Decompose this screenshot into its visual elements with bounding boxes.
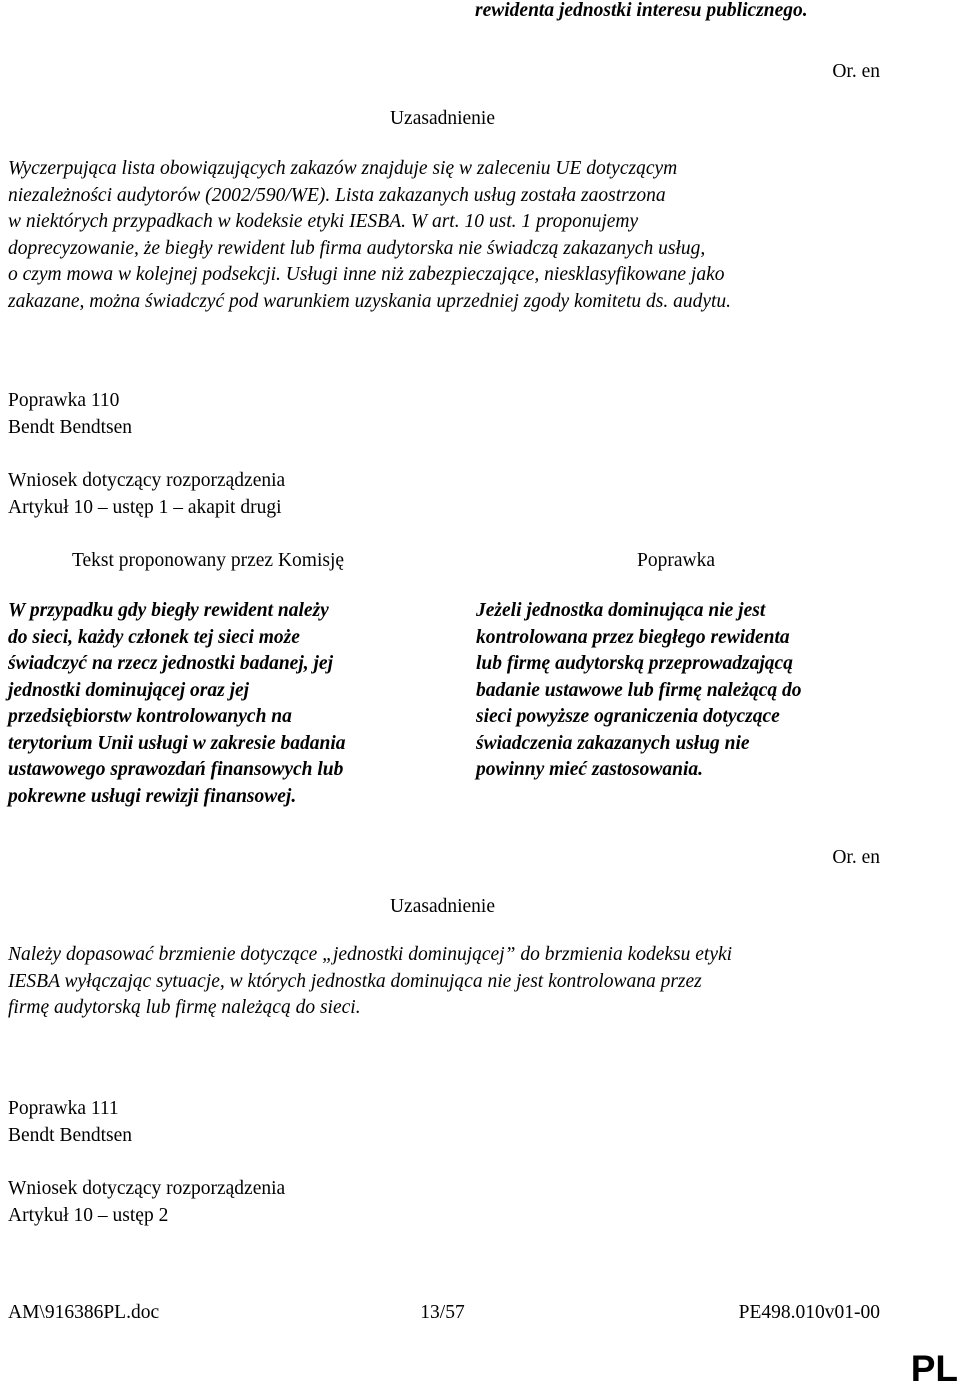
amendment-text <box>476 598 916 784</box>
amendment-title: Poprawka 111 <box>8 1098 119 1119</box>
text-line: jednostki dominującej oraz jej <box>8 679 250 701</box>
text-line: firmę audytorską lub firmę należącą do sieci. <box>8 997 361 1018</box>
commission-text-header: Tekst proponowany przez Komisję <box>71 550 345 571</box>
text-line: pokrewne usługi rewizji finansowej. <box>8 785 297 807</box>
text-line: Wyczerpująca lista obowiązujących zakazów znajduje się w zaleceniu UE dotyczącym <box>8 158 678 179</box>
text-line: W przypadku gdy biegły rewident należy <box>8 600 329 621</box>
justification-heading: Uzasadnienie <box>389 896 496 917</box>
text-line: przedsiębiorstw kontrolowanych na <box>8 706 292 727</box>
language-code: PL <box>910 1348 958 1389</box>
justification-text <box>8 156 908 315</box>
amendment-header: Poprawka <box>637 550 715 571</box>
text-line: o czym mowa w kolejnej podsekcji. Usługi inne niż zabezpieczające, niesklasyfikowane jako <box>8 264 725 285</box>
text-line: niezależności audytorów (2002/590/WE). Lista zakazanych usług została zaostrzona <box>8 184 666 206</box>
text-line: lub firmę audytorską przeprowadzającą <box>476 653 793 674</box>
text-line: sieci powyższe ograniczenia dotyczące <box>476 706 780 727</box>
text-line: zakazane, można świadczyć pod warunkiem uzyskania uprzedniej zgody komitetu ds. audytu. <box>8 290 732 312</box>
continued-text: rewidenta jednostki interesu publicznego. <box>475 0 808 21</box>
text-line: świadczyć na rzecz jednostki badanej, jej <box>8 653 333 674</box>
amendment-author: Bendt Bendtsen <box>8 1125 133 1146</box>
proposal-label: Wniosek dotyczący rozporządzenia <box>8 470 286 491</box>
original-language-label: Or. en <box>832 61 880 82</box>
footer-page-number: 13/57 <box>420 1302 465 1323</box>
proposal-label: Wniosek dotyczący rozporządzenia <box>8 1178 286 1199</box>
text-line: świadczenia zakazanych usług nie <box>476 732 750 754</box>
text-line: kontrolowana przez biegłego rewidenta <box>476 626 790 648</box>
text-line: doprecyzowanie, że biegły rewident lub firma audytorska nie świadczą zakazanych usług, <box>8 237 706 259</box>
text-line: powinny mieć zastosowania. <box>476 759 703 780</box>
text-line: ustawowego sprawozdań finansowych lub <box>8 759 344 780</box>
footer-doc-reference: AM\916386PL.doc <box>8 1302 160 1323</box>
commission-text <box>8 598 448 810</box>
text-line: Należy dopasować brzmienie dotyczące „jednostki dominującej” do brzmienia kodeksu etyki <box>8 944 733 965</box>
text-line: do sieci, każdy członek tej sieci może <box>8 626 300 648</box>
article-reference: Artykuł 10 – ustęp 2 <box>8 1205 169 1226</box>
text-line: terytorium Unii usługi w zakresie badania <box>8 732 346 754</box>
original-language-label: Or. en <box>832 847 880 868</box>
justification-heading: Uzasadnienie <box>389 108 496 129</box>
text-line: Jeżeli jednostka dominująca nie jest <box>476 600 766 621</box>
amendment-title: Poprawka 110 <box>8 390 120 411</box>
text-line: badanie ustawowe lub firmę należącą do <box>476 679 802 701</box>
amendment-author: Bendt Bendtsen <box>8 417 133 438</box>
text-line: IESBA wyłączając sytuacje, w których jednostka dominująca nie jest kontrolowana przez <box>8 970 702 992</box>
footer-pe-reference: PE498.010v01-00 <box>738 1302 880 1323</box>
justification-text <box>8 942 908 1022</box>
article-reference: Artykuł 10 – ustęp 1 – akapit drugi <box>8 497 282 518</box>
text-line: w niektórych przypadkach w kodeksie etyki IESBA. W art. 10 ust. 1 proponujemy <box>8 211 639 232</box>
